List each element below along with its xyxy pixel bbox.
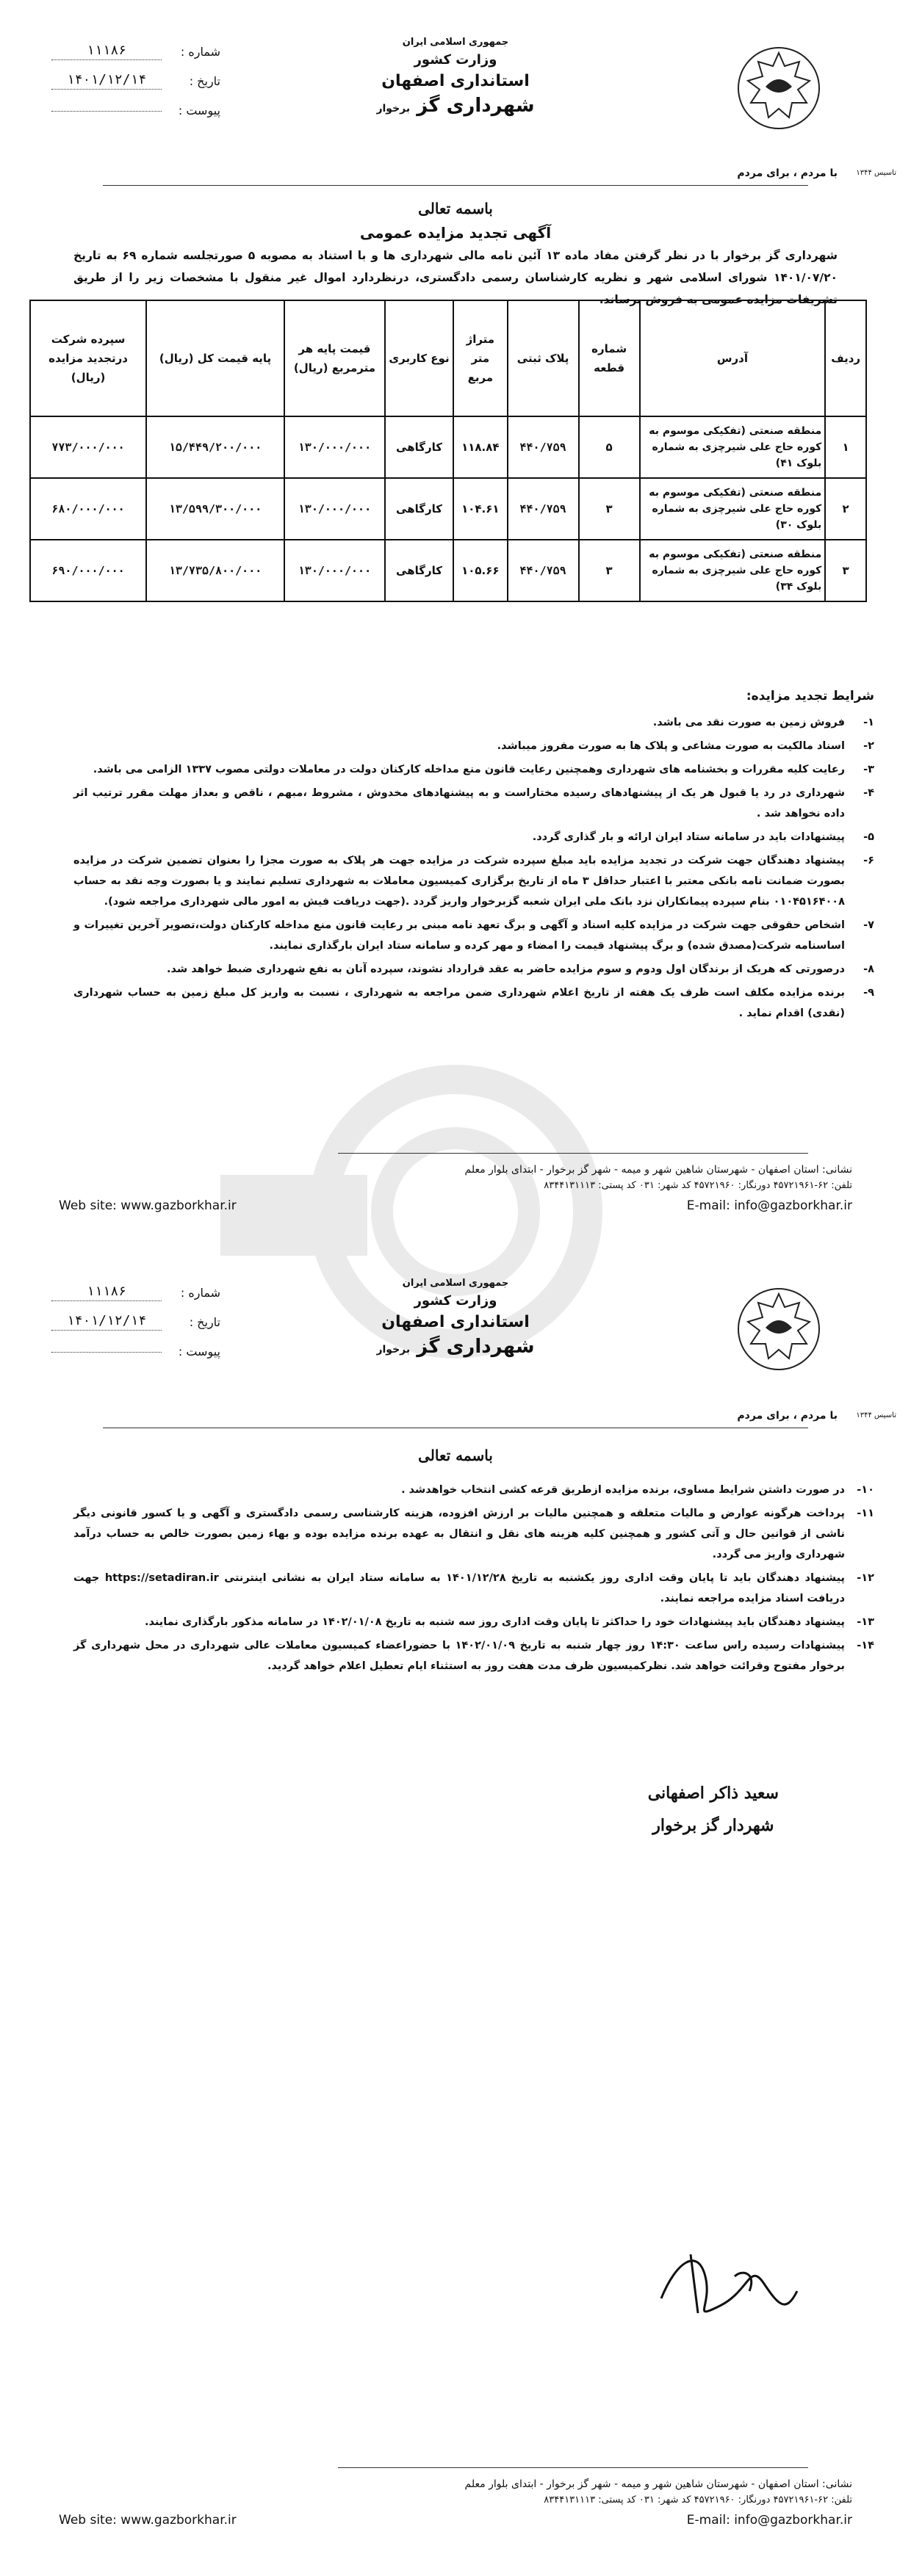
footer-contact [59, 2476, 852, 2528]
list-item [73, 736, 874, 756]
founded-year: تاسیس ۱۳۴۴ [856, 1411, 896, 1419]
header-divider [103, 185, 808, 186]
unit-price-cell: ۱۳۰/۰۰۰/۰۰۰ [284, 416, 385, 478]
list-item [73, 915, 874, 956]
unit-price-cell: ۱۳۰/۰۰۰/۰۰۰ [284, 540, 385, 601]
gov-line-1: جمهوری اسلامی ایران [402, 37, 509, 48]
letterhead [0, 1270, 911, 1395]
table-header-cell: پلاک ثبتی [508, 300, 579, 416]
item-text: پیشنهادات رسیده راس ساعت ۱۴:۳۰ روز چهار شنبه به تاریخ ۱۴۰۲/۰۱/۰۹ با حضوراعضاء کمیسیون معاملات عالی شهرداری در محل شهرداری گز برخوار مفتوح وقرائت خواهد شد. نظرکمیسیون ظرف مدت هفت روز به استثناء ایام تعطیل اعلام خواهد گردید. [73, 1640, 845, 1672]
date-label: تاریخ : [189, 1314, 220, 1329]
number-value: ۱۱۱۸۶ [51, 1284, 162, 1301]
area-cell: ۱۰۴.۶۱ [453, 478, 508, 540]
government-title-block [367, 1270, 544, 1358]
founded-year: تاسیس ۱۳۴۴ [856, 169, 896, 177]
area-cell: ۱۱۸.۸۴ [453, 416, 508, 478]
mayor-title: شهردار گز برخوار [652, 1816, 774, 1835]
municipality-logo-icon [735, 1285, 823, 1373]
item-text: فروش زمین به صورت نقد می باشد. [652, 717, 845, 728]
footer-phones: تلفن: ۶۲-۴۵۷۲۱۹۶۱ دورنگار: ۴۵۷۲۱۹۶۰ کد شهر: ۰۳۱ کد پستی: ۸۳۴۴۱۳۱۱۱۳ [544, 2494, 852, 2506]
number-value: ۱۱۱۸۶ [51, 43, 162, 60]
table-header-cell: متراژ متر مربع [453, 300, 508, 416]
address-cell: منطقه صنعتی (تفکیکی موسوم به کوره حاج علی شیرچزی به شماره بلوک ۳۴) [640, 540, 826, 601]
item-text: پیشنهاد دهندگان باید تا پایان وقت اداری روز یکشنبه به تاریخ ۱۴۰۱/۱۲/۲۸ به سامانه ستاد ایران به نشانی اینترنتی https://setadiran.ir جهت دریافت اسناد مزایده مراجعه نمایند. [73, 1572, 845, 1604]
government-title-block [367, 29, 544, 117]
footer-contact [59, 1162, 852, 1213]
item-number: ۲- [863, 740, 874, 752]
list-item [73, 1612, 874, 1632]
date-value: ۱۴۰۱/۱۲/۱۴ [51, 1313, 162, 1331]
attachment-value [51, 109, 162, 112]
item-text: پیشنهاد دهندگان باید پیشنهادات خود را حداکثر تا پایان وقت اداری روز سه شنبه به تاریخ ۱۴۰۲/۰۱/۰۸ در سامانه مذکور بارگذاری نمایند. [144, 1616, 845, 1628]
item-number: ۱۴- [857, 1640, 874, 1651]
item-number: ۱۳- [857, 1616, 874, 1628]
municipality-logo-icon [735, 44, 823, 132]
item-text: در صورت داشتن شرایط مساوی، برنده مزایده ازطریق قرعه کشی انتخاب خواهدشد . [401, 1484, 845, 1496]
footer-web-row [59, 1198, 852, 1213]
list-item [73, 712, 874, 733]
website-link[interactable]: Web site: www.gazborkhar.ir [59, 2513, 237, 2528]
table-row [30, 540, 866, 601]
table-row [30, 478, 866, 540]
deposit-cell: ۶۹۰/۰۰۰/۰۰۰ [30, 540, 146, 601]
intro-paragraph: شهرداری گز برخوار با در نظر گرفتن مفاد ماده ۱۳ آئین نامه مالی شهرداری ها و با استناد به مصوبه ۵ صورتجلسه شماره ۶۹ به تاریخ ۱۴۰۱/۰۷/۲۰ شورای اسلامی شهر و نظریه کارشناسان رسمی دادگستری، درنظردارد اموال غیر منقول با مشخصات زیر را از طریق تشریفات مزایده عمومی به فروش برساند. [73, 249, 838, 306]
date-label: تاریخ : [189, 73, 220, 88]
item-text: اسناد مالکیت به صورت مشاعی و پلاک ها به صورت مفروز میباشد. [497, 740, 845, 752]
address-cell: منطقه صنعتی (تفکیکی موسوم به کوره حاج علی شیرچزی به شماره بلوک ۳۰) [640, 478, 826, 540]
mayor-name: سعید ذاکر اصفهانی [647, 1784, 779, 1803]
item-number: ۵- [863, 831, 874, 843]
list-item [73, 1568, 874, 1609]
row-number-cell: ۲ [825, 478, 866, 540]
item-number: ۴- [863, 787, 874, 799]
table-header-cell: پایه قیمت کل (ریال) [146, 300, 284, 416]
item-number: ۷- [863, 919, 874, 931]
email-link[interactable]: E-mail: info@gazborkhar.ir [686, 2513, 852, 2528]
item-text: رعایت کلیه مقررات و بخشنامه های شهرداری وهمچنین رعایت قانون منع مداخله کارکنان دولت در معاملات دولتی مصوب ۱۳۳۷ الزامی می باشد. [93, 764, 845, 775]
conditions-list-continued [73, 1480, 874, 1679]
total-price-cell: ۱۳/۵۹۹/۳۰۰/۰۰۰ [146, 478, 284, 540]
table-header-cell: قیمت پایه هر مترمربع (ریال) [284, 300, 385, 416]
registration-cell: ۴۴۰/۷۵۹ [508, 478, 579, 540]
table-header-cell: ردیف [825, 300, 866, 416]
attachment-label: پیوست : [178, 103, 220, 117]
tagline: با مردم ، برای مردم [737, 167, 838, 179]
registration-cell: ۴۴۰/۷۵۹ [508, 416, 579, 478]
item-text: پیشنهادات باید در سامانه ستاد ایران ارائه و بار گذاری گردد. [532, 831, 845, 843]
bismillah: باسمه تعالی [418, 1447, 493, 1464]
plot-number-cell: ۵ [579, 416, 640, 478]
plot-number-cell: ۳ [579, 478, 640, 540]
footer-web-row [59, 2513, 852, 2528]
unit-price-cell: ۱۳۰/۰۰۰/۰۰۰ [284, 478, 385, 540]
bismillah: باسمه تعالی [418, 200, 493, 217]
list-item [73, 1480, 874, 1500]
handwritten-signature-icon [647, 2232, 808, 2335]
page-two [0, 1263, 911, 2576]
item-number: ۶- [863, 855, 874, 866]
list-item [73, 850, 874, 912]
total-price-cell: ۱۳/۷۳۵/۸۰۰/۰۰۰ [146, 540, 284, 601]
table-header-cell: شماره قطعه [579, 300, 640, 416]
footer-address: نشانی: استان اصفهان - شهرستان شاهین شهر و میمه - شهر گز برخوار - ابتدای بلوار معلم [464, 2478, 852, 2490]
usage-cell: کارگاهی [385, 478, 453, 540]
auction-table [29, 300, 867, 602]
attachment-label: پیوست : [178, 1344, 220, 1358]
letter-meta [51, 37, 220, 125]
table-header-cell: نوع کاربری [385, 300, 453, 416]
gov-line-3: استانداری اصفهان [381, 1313, 530, 1331]
deposit-cell: ۶۸۰/۰۰۰/۰۰۰ [30, 478, 146, 540]
tagline: با مردم ، برای مردم [737, 1410, 838, 1422]
footer-divider [338, 2467, 808, 2468]
area-cell: ۱۰۵.۶۶ [453, 540, 508, 601]
email-link[interactable]: E-mail: info@gazborkhar.ir [686, 1198, 852, 1213]
gov-line-1: جمهوری اسلامی ایران [402, 1278, 509, 1289]
deposit-cell: ۷۷۳/۰۰۰/۰۰۰ [30, 416, 146, 478]
table-header-row [30, 300, 866, 416]
item-text: پیشنهاد دهندگان جهت شرکت در تجدید مزایده باید مبلغ سپرده شرکت در مزایده جهت هر پلاک به صورت مجزا را بعنوان تضمین شرکت در مزایده بصورت ضمانت نامه بانکی معتبر با اعتبار حداقل ۳ ماه از تاریخ برگزاری کمیسیون معاملات به شهرداری تسلیم نمایند و یا بصورت وجه نقد به حساب ۰۱۰۴۵۱۶۴۰۰۸ بنام سپرده پیمانکاران نزد بانک ملی ایران شعبه گزبرخوار واریز گردد .(جهت دریافت فیش به امور مالی شهرداری مراجعه شود). [73, 855, 845, 908]
item-number: ۱۲- [857, 1572, 874, 1584]
item-number: ۱۰- [857, 1484, 874, 1496]
item-text: اشخاص حقوقی جهت شرکت در مزایده کلیه اسناد و آگهی و برگ تعهد نامه مبنی بر رعایت قانون منع مداخله کارکنان دولت،تصویر آخرین تغییرات و اساسنامه شرکت(مصدق شده) و برگ پیشنهاد قیمت را امضاء و مهر کرده و سامانه ستاد ایران بارگذاری نمایند. [73, 919, 845, 952]
number-label: شماره : [180, 1285, 220, 1300]
attachment-value [51, 1350, 162, 1353]
conditions-title: شرایط تجدید مزایده: [746, 689, 874, 703]
gov-line-4: شهرداری گز برخوار [376, 95, 535, 117]
signature-block [648, 1777, 779, 1842]
row-number-cell: ۳ [825, 540, 866, 601]
footer-divider [338, 1153, 808, 1154]
address-cell: منطقه صنعتی (تفکیکی موسوم به کوره حاج علی شیرچزی به شماره بلوک ۴۱) [640, 416, 826, 478]
usage-cell: کارگاهی [385, 540, 453, 601]
table-header-cell: آدرس [640, 300, 826, 416]
gov-line-2: وزارت کشور [414, 52, 497, 68]
conditions-list [73, 712, 874, 1027]
item-text: برنده مزایده مکلف است ظرف یک هفته از تاریخ اعلام شهرداری ضمن مراجعه به شهرداری ، نسبت به واریز کل مبلغ زمین به حساب شهرداری (نقدی) اقدام نماید . [73, 987, 845, 1019]
list-item [73, 827, 874, 847]
gov-line-2: وزارت کشور [414, 1293, 497, 1309]
list-item [73, 759, 874, 780]
plot-number-cell: ۳ [579, 540, 640, 601]
list-item [73, 783, 874, 824]
page-one [0, 0, 911, 1263]
number-label: شماره : [180, 44, 220, 59]
total-price-cell: ۱۵/۴۴۹/۲۰۰/۰۰۰ [146, 416, 284, 478]
table-row [30, 416, 866, 478]
list-item [73, 983, 874, 1024]
gov-line-4: شهرداری گز برخوار [376, 1336, 535, 1358]
list-item [73, 1503, 874, 1565]
gov-line-3: استانداری اصفهان [381, 72, 530, 90]
website-link[interactable]: Web site: www.gazborkhar.ir [59, 1198, 237, 1213]
date-value: ۱۴۰۱/۱۲/۱۴ [51, 72, 162, 90]
footer-address: نشانی: استان اصفهان - شهرستان شاهین شهر و میمه - شهر گز برخوار - ابتدای بلوار معلم [464, 1164, 852, 1176]
table-header-cell: سپرده شرکت درتجدید مزایده (ریال) [30, 300, 146, 416]
item-number: ۱- [863, 717, 874, 728]
footer-phones: تلفن: ۶۲-۴۵۷۲۱۹۶۱ دورنگار: ۴۵۷۲۱۹۶۰ کد شهر: ۰۳۱ کد پستی: ۸۳۴۴۱۳۱۱۱۳ [544, 1180, 852, 1191]
letterhead [0, 29, 911, 154]
notice-title: آگهی تجدید مزایده عمومی [359, 224, 552, 242]
list-item [73, 1635, 874, 1676]
registration-cell: ۴۴۰/۷۵۹ [508, 540, 579, 601]
list-item [73, 959, 874, 980]
item-number: ۱۱- [857, 1508, 874, 1519]
item-number: ۳- [863, 764, 874, 775]
item-number: ۸- [863, 963, 874, 975]
usage-cell: کارگاهی [385, 416, 453, 478]
row-number-cell: ۱ [825, 416, 866, 478]
item-text: شهرداری در رد یا قبول هر یک از پیشنهادهای رسیده مختاراست و به پیشنهادهای مخدوش ، مشروط ،مبهم ، ناقص و بعداز مهلت مقرر ترتیب اثر داده نخواهد شد . [73, 787, 845, 820]
item-text: پرداخت هرگونه عوارض و مالیات متعلقه و همچنین مالیات بر ارزش افزوده، هزینه کارشناسی رسمی دادگستری و آگهی و یا کسور قانونی دیگر ناشی از قوانین حال و آتی کشور و همچنین کلیه هزینه های نقل و انتقال به عهده برنده مزایده بوده و بهاء زمین بصورت خالص به حساب درآمد شهرداری واریز می گردد. [73, 1508, 845, 1560]
item-number: ۹- [863, 987, 874, 999]
letter-meta [51, 1278, 220, 1366]
item-text: درصورتی که هریک از برندگان اول ودوم و سوم مزایده حاضر به عقد قرارداد نشوند، سپرده آنان به نفع شهرداری ضبط خواهد شد. [167, 963, 845, 975]
